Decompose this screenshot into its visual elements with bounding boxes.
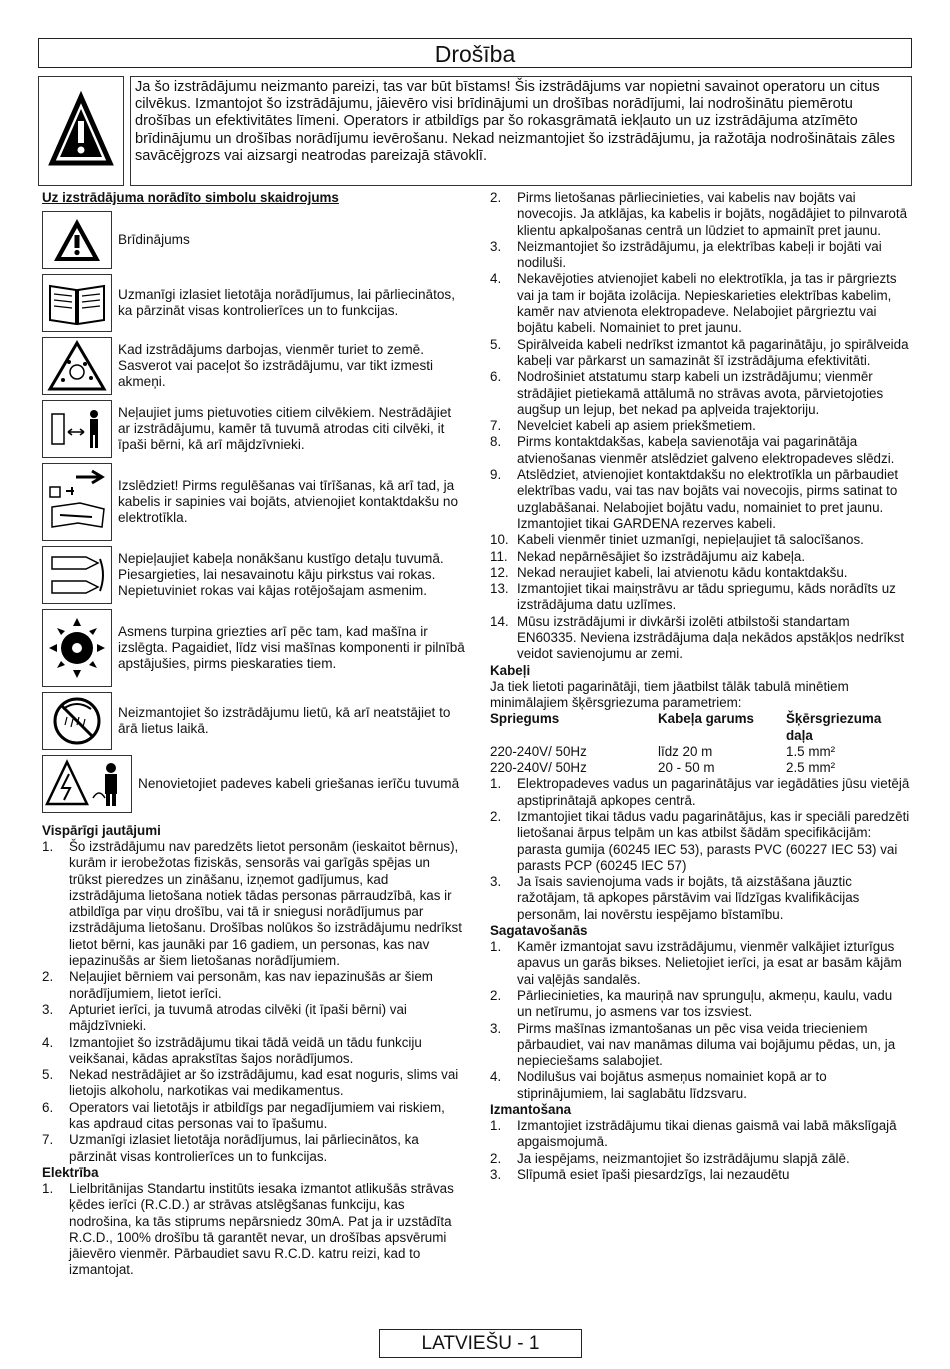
list-item: 11. Nekad nepārnēsājiet šo izstrādājumu aiz kabeļa. [490,548,806,564]
list-item: 4. Izmantojiet šo izstrādājumu tikai tādā veidā un tādu funkciju veikšanai, kādas aprakstītas šajos norādījumos. [42,1034,422,1066]
electric-list-left [42,1181,466,1279]
general-heading: Vispārīgi jautājumi [42,823,161,838]
cable-table [490,711,910,776]
list-item: 6. Operators vai lietotājs ir atbildīgs par negadījumiem vai riskiem, kas apdraud citas personas vai to īpašumu. [42,1099,445,1132]
table-header-cell: Kabeļa garums [658,711,755,727]
general-list [42,839,466,1165]
list-item: 1. Šo izstrādājumu nav paredzēts lietot personām (ieskaitot bērnus), kurām ir ierobežotas fiziskās, sensorās vai garīgās spējas un trūkst pieredzes un zināšanu, izņemot gadījumus, kad izstrādājuma lietošana notiek tādas personas pārraudzībā, kas ir atbildīga par viņu drošību, vai tā ir sniegusi norādījumus par izstrādājuma lietošanu. Drošības nolūkos šo izstrādājumu nedrīkst lietot bērni, kas jaunāki par 16 gadiem, un personas, kas nav iepazinušās ar šiem lietošanas norādījumiem. [42,839,462,969]
list-item: 2. Izmantojiet tikai tādus vadu pagarinātājus, kas ir speciāli paredzēti lietošanai ārpus telpām un kas atbilst šādām specifikācijām: parasta gumija (60245 IEC 53), parasts PVC (60227 IEC 53) vai parasts PCP (60245 IEC 57) [490,808,910,873]
no-rain-icon [42,692,112,750]
list-item: 14. Mūsu izstrādājumi ir divkārši izolēti atbilstoši standartam EN60335. Neviena izstrādājuma daļa nekādos apstākļos nedrīkst veidot savienojumu ar zemi. [490,613,905,662]
usage-list [490,1118,910,1183]
left-column [42,190,466,1279]
warning-triangle-icon [38,76,124,186]
cables-heading: Kabeļi [490,662,531,678]
list-item: 3. Neizmantojiet šo izstrādājumu, ja elektrības kabeļi ir bojāti vai nodiluši. [490,238,882,271]
symbol-row [42,546,466,604]
list-item: 4. Nodilušus vai bojātus asmeņus nomainiet kopā ar to stiprinājumiem, lai saglabātu līdzsvaru. [490,1069,827,1101]
list-item: 8. Pirms kontaktdakšas, kabeļa savienotāja vai pagarinātāja atvienošanas vienmēr atslēdziet galveno elektropadeves slēdzi. [490,434,895,466]
list-item: 2. Neļaujiet bērniem vai personām, kas nav iepazinušās ar šiem norādījumiem, lietot ierīci. [42,969,433,1001]
symbol-row [42,337,466,395]
page-title: Drošība [38,38,912,68]
table-cell: 220-240V/ 50Hz [490,743,587,759]
symbol-text: Asmens turpina griezties arī pēc tam, kad mašīna ir izslēgta. Pagaidiet, līdz visi mašīnas komponenti ir pilnībā apstājušies, pirms pieskaraties tiem. [118,623,465,672]
electric-shock-icon [42,755,132,813]
electric-heading: Elektrība [42,1164,99,1180]
symbol-row [42,609,466,687]
symbol-row [42,274,466,332]
usage-heading: Izmantošana [490,1102,572,1118]
list-item: 1. Elektropadeves vadus un pagarinātājus var iegādāties jūsu vietējā apstiprinātajā apkopes centrā. [490,776,910,808]
table-cell: 220-240V/ 50Hz [490,760,587,776]
intro-warning [38,74,912,186]
list-item: 3. Apturiet ierīci, ja tuvumā atrodas cilvēki (it īpaši bērni) vai mājdzīvnieki. [42,1001,407,1034]
table-cell: 20 - 50 m [658,760,715,776]
unplug-icon [42,463,112,541]
symbol-text: Uzmanīgi izlasiet lietotāja norādījumus, lai pārliecinātos, ka pārzināt visas kontrolierīces un to funkcijas. [118,286,455,318]
list-item: 1. Izmantojiet izstrādājumu tikai dienas gaismā vai labā mākslīgajā apgaismojumā. [490,1118,897,1150]
symbol-row [42,755,466,813]
rotating-blade-icon [42,609,112,687]
open-book-icon [42,274,112,332]
flying-stones-icon [42,337,112,395]
list-item: 3. Slīpumā esiet īpaši piesardzīgs, lai nezaudētu [490,1166,790,1182]
symbol-text: Izslēdziet! Pirms regulēšanas vai tīrīšanas, kā arī tad, ja kabelis ir sapinies vai bojāts, atvienojiet kontaktdakšu no elektrotīkla. [118,477,459,526]
table-cell: 1.5 mm² [786,743,836,759]
table-row [490,744,910,760]
list-item: 4. Nekavējoties atvienojiet kabeli no elektrotīkla, ja tas ir pārgriezts vai ja tam ir bojāta izolācija. Nepieskarieties elektrības kabelim, kamēr nav atvienota elektropadeve. Nelabojiet pārgrieztu vai bojātu kabeli. Nomainiet to pret jaunu. [490,271,897,336]
list-item: 3. Pirms mašīnas izmantošanas un pēc visa veida triecieniem pārbaudiet, vai nav manāmas diluma vai bojājumu pēdas, un, ja nepieciešams salabojiet. [490,1020,896,1069]
cables-list [490,776,910,923]
list-item: 6. Nodrošiniet atstatumu starp kabeli un izstrādājumu; vienmēr strādājiet pietiekamā attālumā no strāvas avota, pārvietojoties augšup un lejup, bet nekad pa apļveida trajektoriju. [490,369,884,417]
warning-triangle-icon [42,211,112,269]
electric-list-right [490,190,910,663]
list-item: 2. Pārliecinieties, ka mauriņā nav sprunguļu, akmeņu, kaulu, vadu un netīrumu, jo asmens var tos izsviest. [490,987,893,1020]
cables-intro: Ja tiek lietoti pagarinātāji, tiem jāatbilst tālāk tabulā minētiem minimālajiem šķērsgriezuma parametriem: [490,678,849,710]
intro-text: Ja šo izstrādājumu neizmanto pareizi, tas var būt bīstams! Šis izstrādājums var nopietni savainot operatoru un citus cilvēkus. Izmantojot šo izstrādājumu, jāievēro visi brīdinājumi un drošības norādījumi, lai nodrošinātu piemērotu drošības un efektivitātes līmeni. Operators ir atbildīgs par šo rokasgrāmatā iekļauto un uz izstrādājuma atzīmēto brīdinājumu un drošības norādījumu ievērošanu. Nekad neizmantojiet šo izstrādājumu, ja ražotāja nodrošinātais zāles savācējgrozs vai aizsargi neatrodas pareizajā stāvoklī. [130,76,912,186]
symbol-row [42,211,466,269]
list-item: 5. Nekad nestrādājiet ar šo izstrādājumu, kad esat noguris, slims vai lietojis alkoholu, narkotikas vai medikamentus. [42,1067,459,1099]
list-item: 10. Kabeli vienmēr tiniet uzmanīgi, nepieļaujiet tā salocīšanos. [490,532,864,548]
preparation-heading: Sagatavošanās [490,923,588,939]
cable-hands-icon [42,546,112,604]
table-cell: 2.5 mm² [786,760,836,776]
list-item: 2. Ja iespējams, neizmantojiet šo izstrādājumu slapjā zālē. [490,1150,850,1166]
list-item: 1. Lielbritānijas Standartu institūts iesaka izmantot atlikušās strāvas ķēdes ierīci (R.C.D.) ar strāvas atslēgšanas funkciju, kas nodrošina, ka tās stiprums nepārsniedz 30mA. Pat ja ir uzstādīta R.C.D., 100% drošību tā garantēt nevar, un drošības apsvērumi jāievēro vienmēr. Pārbaudiet savu R.C.D. katru reizi, kad to izmantojat. [42,1180,454,1278]
list-item: 7. Uzmanīgi izlasiet lietotāja norādījumus, lai pārliecinātos, ka pārzināt visas kontrolierīces un to funkcijas. [42,1132,419,1164]
symbol-text: Nenovietojiet padeves kabeli griešanas ierīču tuvumā [138,775,460,791]
list-item: 13. Izmantojiet tikai maiņstrāvu ar tādu spriegumu, kāds norādīts uz izstrādājuma datu uzlīmes. [490,581,896,613]
list-item: 12. Nekad neraujiet kabeli, lai atvienotu kādu kontaktdakšu. [490,564,848,580]
table-row [490,760,910,776]
table-header-cell: Spriegums [490,711,560,727]
symbol-text: Nepieļaujiet kabeļa nonākšanu kustīgo detaļu tuvumā. Piesargieties, lai nesavainotu kāju pirkstus vai rokas. Nepietuviniet rokas vai kājas rotējošajam asmenim. [118,550,444,599]
symbol-text: Brīdinājums [118,231,190,247]
keep-distance-icon [42,400,112,458]
page-footer: LATVIEŠU - 1 [379,1329,582,1358]
list-item: 1. Kamēr izmantojat savu izstrādājumu, vienmēr valkājiet izturīgus apavus un garās bikses. Nelietojiet ierīci, ja esat ar basām kājām vai vaļējās sandalēs. [490,939,902,987]
symbol-row [42,400,466,458]
list-item: 3. Ja īsais savienojuma vads ir bojāts, tā aizstāšana jāuztic ražotājam, tā apkopes pārstāvim vai līdzīgas kvalifikācijas personām, lai novērstu iespējamo bīstamību. [490,874,860,922]
symbol-text: Kad izstrādājums darbojas, vienmēr turiet to zemē. Sasverot vai paceļot šo izstrādājumu, var tikt izmesti akmeņi. [118,341,434,390]
symbol-row [42,463,466,541]
table-header-row [490,711,910,744]
list-item: 7. Nevelciet kabeli ap asiem priekšmetiem. [490,418,756,434]
symbol-text: Neizmantojiet šo izstrādājumu lietū, kā arī neatstājiet to ārā lietus laikā. [118,704,451,736]
table-header-cell: Šķērsgriezuma daļa [786,711,882,743]
preparation-list [490,939,910,1102]
right-column [490,190,910,1183]
list-item: 9. Atslēdziet, atvienojiet kontaktdakšu no elektrotīkla un pārbaudiet elektrības vadu, vai tas nav bojāts vai novecojis, pirms satinat to uzglabāšanai. Nelabojiet bojātu vadu, nomainiet to pret jaunu. Izmantojiet tikai GARDENA rezerves kabeli. [490,467,899,531]
table-cell: līdz 20 m [658,743,713,759]
list-item: 5. Spirālveida kabeli nedrīkst izmantot kā pagarinātāju, jo spirālveida kabeļi var pārkarst un samazināt šī izstrādājuma efektivitāti. [490,336,909,368]
symbols-heading: Uz izstrādājuma norādīto simbolu skaidrojums [42,190,339,205]
list-item: 2. Pirms lietošanas pārliecinieties, vai kabelis nav bojāts vai novecojis. Ja atklājas, ka kabelis ir bojāts, nogādājiet to pilnvarotā klientu apkalpošanas centrā un lūdziet to apmainīt pret jaunu. [490,190,908,238]
symbol-row [42,692,466,750]
symbol-text: Neļaujiet jums pietuvoties citiem cilvēkiem. Nestrādājiet ar izstrādājumu, kamēr tā tuvumā atrodas citi cilvēki, it īpaši bērni, kā arī mājdzīvnieki. [118,404,452,453]
